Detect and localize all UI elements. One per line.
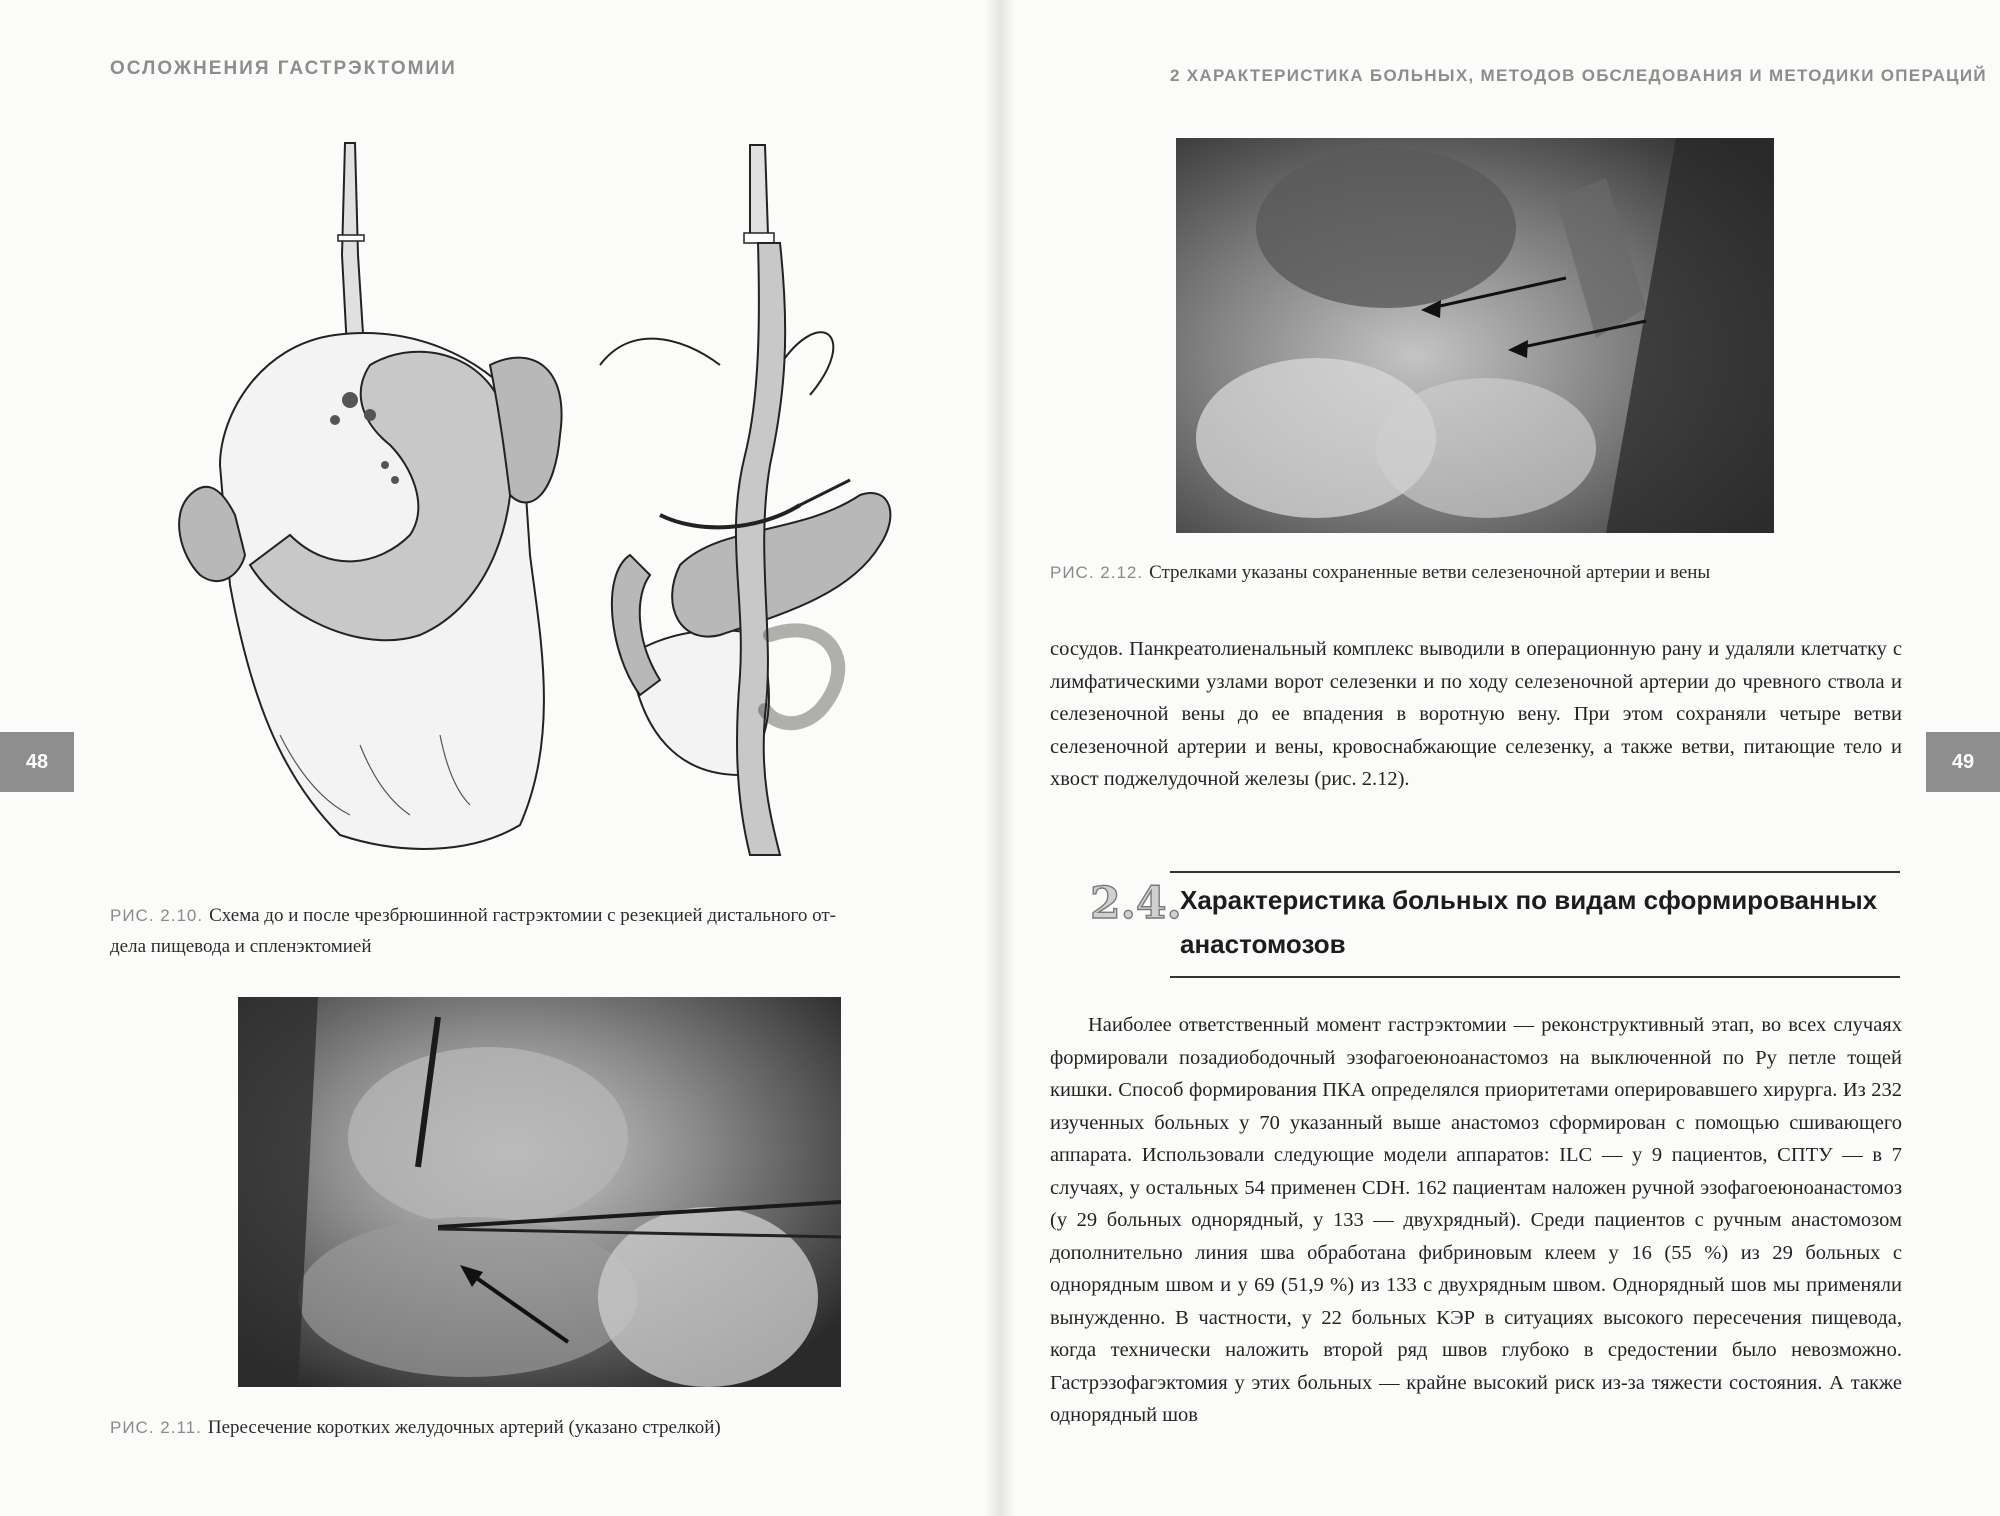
section-title: Характеристика больных по видам сформированных анастомозов (1180, 885, 1878, 959)
left-running-head: ОСЛОЖНЕНИЯ ГАСТРЭКТОМИИ (110, 58, 457, 79)
figure-2-11-photo (238, 997, 841, 1387)
figure-2-10-caption-line2: дела пищевода и спленэктомией (110, 936, 372, 957)
figure-2-10-caption-line1: Схема до и после чрезбрюшинной гастрэктомии с резекцией дистального от- (209, 905, 836, 926)
section-rule-top (1170, 871, 1900, 873)
figure-2-11-caption (110, 1412, 950, 1443)
figure-2-10-label: РИС. 2.10. (110, 906, 204, 925)
paragraph-1 (1050, 633, 1902, 796)
figure-2-10-caption (110, 900, 950, 962)
diagram-after-gastrectomy (600, 145, 890, 855)
paragraph-2 (1050, 1009, 1902, 1432)
paragraph-2-text: Наиболее ответственный момент гастрэктомии — реконструктивный этап, во всех случаях формировали позадиободочный эзофагоеюноанастомоз на выключенной по Ру петле тощей кишки. Способ формирования ПКА определялся приоритетами оперировавшего хирурга. Из 232 изученных больных у 70 указанный выше анастомоз сформирован с помощью сшивающего аппарата. Использовали следующие модели аппаратов: ILC — у 9 пациентов, СПТУ — в 7 случаях, у остальных 54 применен CDH. 162 пациентам наложен ручной эзофагоеюноанастомоз (у 29 больных однорядный, у 133 — двухрядный). Среди пациентов с ручным анастомозом дополнительно линия шва обработана фибриновым клеем у 16 (55 %) из 29 больных с однорядным швом и у 69 (51,9 %) из 133 с двухрядным швом. Однорядный шов мы применяли вынужденно. В частности, у 22 больных КЭР в ситуациях высокого пересечения пищевода, когда технически наложить второй ряд швов глубоко в средостении было невозможно. Гастрэзофагэктомия у этих больных — крайне высокий риск из-за тяжести состояния. А также однорядный шов (1050, 1014, 1902, 1426)
figure-2-12-caption (1050, 557, 1900, 588)
diagram-before-gastrectomy (179, 143, 561, 849)
left-page-number: 48 (0, 732, 74, 792)
right-page-number: 49 (1926, 732, 2000, 792)
figure-2-12-photo (1176, 138, 1774, 533)
right-running-head: 2 ХАРАКТЕРИСТИКА БОЛЬНЫХ, МЕТОДОВ ОБСЛЕДОВАНИЯ И МЕТОДИКИ ОПЕРАЦИЙ (1170, 66, 1987, 85)
section-number: 2.4. (1090, 878, 1182, 929)
figure-2-11-label: РИС. 2.11. (110, 1418, 202, 1437)
section-rule-bottom (1170, 976, 1900, 978)
figure-2-12-caption-text: Стрелками указаны сохраненные ветви селезеночной артерии и вены (1149, 562, 1711, 583)
right-page (1000, 0, 2000, 1516)
figure-2-10-diagram (160, 135, 920, 870)
paragraph-1-text: сосудов. Панкреатолиенальный комплекс выводили в операционную рану и удаляли клетчатку с лимфатическими узлами ворот селезенки и по ходу селезеночной артерии до чревного ствола и селезеночной вены до ее впадения в воротную вену. При этом сохраняли четыре ветви селезеночной артерии и вены, кровоснабжающие селезенку, а также ветви, питающие тело и хвост поджелудочной железы (рис. 2.12). (1050, 638, 1902, 790)
figure-2-11-caption-text: Пересечение коротких желудочных артерий (указано стрелкой) (207, 1417, 721, 1438)
figure-2-12-label: РИС. 2.12. (1050, 563, 1144, 582)
